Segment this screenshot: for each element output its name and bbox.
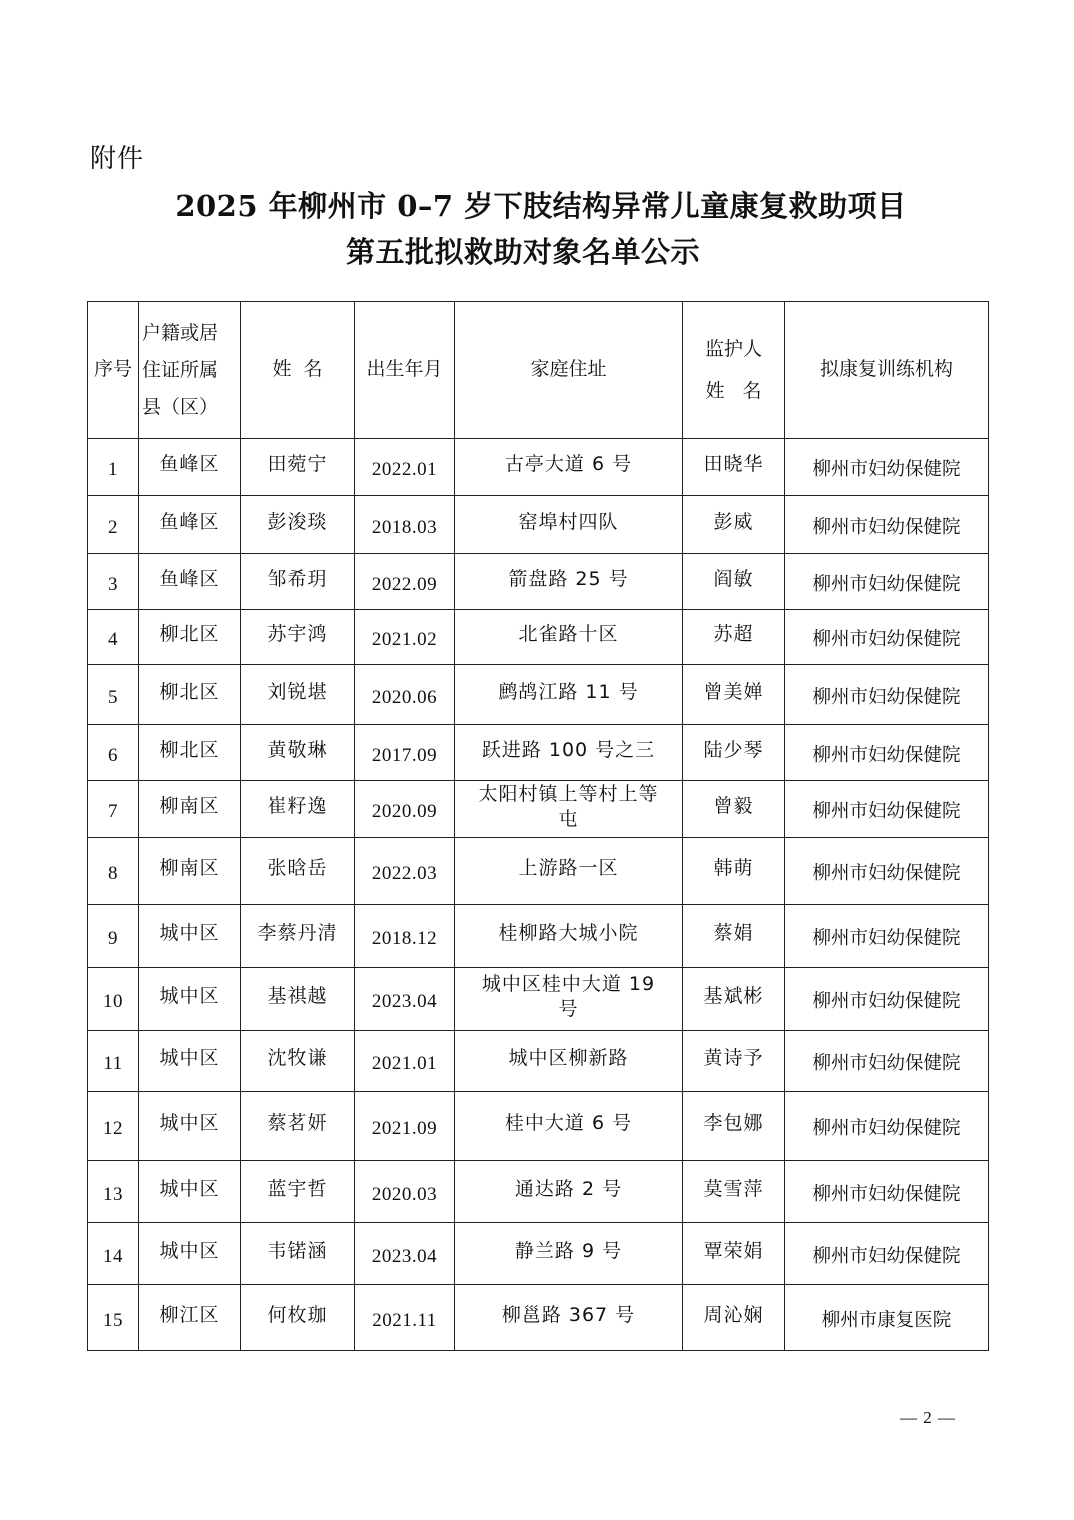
beneficiary-table — [87, 301, 989, 1351]
table-row — [88, 496, 989, 554]
row-number: 9 — [88, 905, 139, 968]
row-address: 静兰路 9 号 — [455, 1223, 683, 1285]
table-row — [88, 781, 989, 838]
row-guardian-name: 曾美婵 — [683, 665, 785, 725]
header-birth: 出生年月 — [355, 302, 455, 439]
row-district: 鱼峰区 — [139, 439, 241, 496]
row-child-name: 李蔡丹清 — [241, 905, 355, 968]
row-guardian-name: 曾毅 — [683, 781, 785, 838]
row-address: 通达路 2 号 — [455, 1161, 683, 1223]
row-guardian-name: 黄诗予 — [683, 1031, 785, 1092]
row-institution: 柳州市妇幼保健院 — [785, 838, 989, 905]
table-row — [88, 610, 989, 665]
page-number: — 2 — — [900, 1408, 956, 1427]
row-guardian-name: 田晓华 — [683, 439, 785, 496]
row-address: 城中区柳新路 — [455, 1031, 683, 1092]
row-number: 11 — [88, 1031, 139, 1092]
row-birth-date: 2020.06 — [355, 665, 455, 725]
header-household-district — [139, 302, 241, 439]
row-birth-date: 2022.09 — [355, 554, 455, 610]
row-district: 城中区 — [139, 905, 241, 968]
row-district: 鱼峰区 — [139, 496, 241, 554]
row-institution: 柳州市妇幼保健院 — [785, 439, 989, 496]
table-row — [88, 1223, 989, 1285]
header-name: 姓 名 — [241, 302, 355, 439]
row-guardian-name: 覃荣娟 — [683, 1223, 785, 1285]
row-address: 古亭大道 6 号 — [455, 439, 683, 496]
row-guardian-name: 周沁娴 — [683, 1285, 785, 1351]
row-address: 太阳村镇上等村上等屯 — [455, 781, 683, 838]
row-address: 窑埠村四队 — [455, 496, 683, 554]
row-institution: 柳州市妇幼保健院 — [785, 554, 989, 610]
row-address: 上游路一区 — [455, 838, 683, 905]
row-birth-date: 2020.09 — [355, 781, 455, 838]
table-row — [88, 665, 989, 725]
row-district: 柳南区 — [139, 781, 241, 838]
header-guardian-line-2: 姓 名 — [705, 380, 762, 402]
row-district: 柳北区 — [139, 610, 241, 665]
row-district: 城中区 — [139, 968, 241, 1031]
row-child-name: 蓝宇哲 — [241, 1161, 355, 1223]
row-number: 4 — [88, 610, 139, 665]
document-title-line-1: 2025 年柳州市 0–7 岁下肢结构异常儿童康复救助项目 — [175, 189, 907, 223]
row-guardian-name: 韩萌 — [683, 838, 785, 905]
row-district: 城中区 — [139, 1092, 241, 1161]
row-child-name: 基祺越 — [241, 968, 355, 1031]
row-institution: 柳州市妇幼保健院 — [785, 665, 989, 725]
row-district: 城中区 — [139, 1161, 241, 1223]
row-address: 桂中大道 6 号 — [455, 1092, 683, 1161]
row-birth-date: 2021.11 — [355, 1285, 455, 1351]
row-number: 1 — [88, 439, 139, 496]
row-child-name: 韦锘涵 — [241, 1223, 355, 1285]
row-birth-date: 2022.03 — [355, 838, 455, 905]
row-guardian-name: 莫雪萍 — [683, 1161, 785, 1223]
table-body — [88, 439, 989, 1351]
header-household-line-2: 住证所属 — [142, 358, 219, 381]
row-number: 14 — [88, 1223, 139, 1285]
table-row — [88, 725, 989, 781]
row-guardian-name: 苏超 — [683, 610, 785, 665]
row-address: 北雀路十区 — [455, 610, 683, 665]
row-number: 2 — [88, 496, 139, 554]
header-institution: 拟康复训练机构 — [785, 302, 989, 439]
row-institution: 柳州市妇幼保健院 — [785, 905, 989, 968]
row-child-name: 张晗岳 — [241, 838, 355, 905]
row-district: 城中区 — [139, 1031, 241, 1092]
row-child-name: 邹希玥 — [241, 554, 355, 610]
row-child-name: 苏宇鸿 — [241, 610, 355, 665]
row-district: 柳南区 — [139, 838, 241, 905]
row-number: 5 — [88, 665, 139, 725]
row-birth-date: 2020.03 — [355, 1161, 455, 1223]
row-address: 鹧鸪江路 11 号 — [455, 665, 683, 725]
row-district: 鱼峰区 — [139, 554, 241, 610]
row-birth-date: 2017.09 — [355, 725, 455, 781]
row-number: 13 — [88, 1161, 139, 1223]
table-row — [88, 554, 989, 610]
header-household-line-1: 户籍或居 — [142, 321, 219, 344]
row-institution: 柳州市妇幼保健院 — [785, 496, 989, 554]
row-number: 6 — [88, 725, 139, 781]
row-child-name: 彭浚琰 — [241, 496, 355, 554]
row-child-name: 何枚珈 — [241, 1285, 355, 1351]
row-institution: 柳州市妇幼保健院 — [785, 725, 989, 781]
row-birth-date: 2023.04 — [355, 968, 455, 1031]
row-birth-date: 2021.01 — [355, 1031, 455, 1092]
row-institution: 柳州市妇幼保健院 — [785, 1031, 989, 1092]
row-birth-date: 2023.04 — [355, 1223, 455, 1285]
table-row — [88, 439, 989, 496]
header-no: 序号 — [88, 302, 139, 439]
row-guardian-name: 李包娜 — [683, 1092, 785, 1161]
row-address: 柳邕路 367 号 — [455, 1285, 683, 1351]
row-address: 箭盘路 25 号 — [455, 554, 683, 610]
document-title-line-2: 第五批拟救助对象名单公示 — [345, 235, 700, 269]
row-child-name: 蔡茗妍 — [241, 1092, 355, 1161]
row-child-name: 刘锐堪 — [241, 665, 355, 725]
row-number: 3 — [88, 554, 139, 610]
row-address: 桂柳路大城小院 — [455, 905, 683, 968]
table-header-row — [88, 302, 989, 439]
row-district: 柳北区 — [139, 665, 241, 725]
row-guardian-name: 陆少琴 — [683, 725, 785, 781]
row-institution: 柳州市妇幼保健院 — [785, 1092, 989, 1161]
row-birth-date: 2018.12 — [355, 905, 455, 968]
row-number: 12 — [88, 1092, 139, 1161]
row-guardian-name: 基斌彬 — [683, 968, 785, 1031]
header-household-line-3: 县（区） — [142, 395, 219, 418]
table-row — [88, 1161, 989, 1223]
row-address: 城中区桂中大道 19 号 — [455, 968, 683, 1031]
row-district: 柳江区 — [139, 1285, 241, 1351]
header-address: 家庭住址 — [455, 302, 683, 439]
row-number: 10 — [88, 968, 139, 1031]
row-guardian-name: 蔡娟 — [683, 905, 785, 968]
attachment-label: 附件 — [90, 144, 145, 174]
row-birth-date: 2021.02 — [355, 610, 455, 665]
row-child-name: 崔籽逸 — [241, 781, 355, 838]
table-row — [88, 838, 989, 905]
row-guardian-name: 彭威 — [683, 496, 785, 554]
row-institution: 柳州市妇幼保健院 — [785, 1161, 989, 1223]
row-number: 15 — [88, 1285, 139, 1351]
header-guardian — [683, 302, 785, 439]
table-row — [88, 1285, 989, 1351]
row-institution: 柳州市康复医院 — [785, 1285, 989, 1351]
row-number: 7 — [88, 781, 139, 838]
row-birth-date: 2018.03 — [355, 496, 455, 554]
row-birth-date: 2021.09 — [355, 1092, 455, 1161]
row-institution: 柳州市妇幼保健院 — [785, 781, 989, 838]
row-institution: 柳州市妇幼保健院 — [785, 1223, 989, 1285]
row-address: 跃进路 100 号之三 — [455, 725, 683, 781]
table-row — [88, 1092, 989, 1161]
row-child-name: 田菀宁 — [241, 439, 355, 496]
table-row — [88, 905, 989, 968]
row-institution: 柳州市妇幼保健院 — [785, 610, 989, 665]
table-row — [88, 1031, 989, 1092]
row-birth-date: 2022.01 — [355, 439, 455, 496]
row-district: 柳北区 — [139, 725, 241, 781]
row-child-name: 黄敬琳 — [241, 725, 355, 781]
row-number: 8 — [88, 838, 139, 905]
row-district: 城中区 — [139, 1223, 241, 1285]
row-guardian-name: 阎敏 — [683, 554, 785, 610]
table-row — [88, 968, 989, 1031]
header-guardian-line-1: 监护人 — [704, 338, 762, 360]
row-institution: 柳州市妇幼保健院 — [785, 968, 989, 1031]
row-child-name: 沈牧谦 — [241, 1031, 355, 1092]
